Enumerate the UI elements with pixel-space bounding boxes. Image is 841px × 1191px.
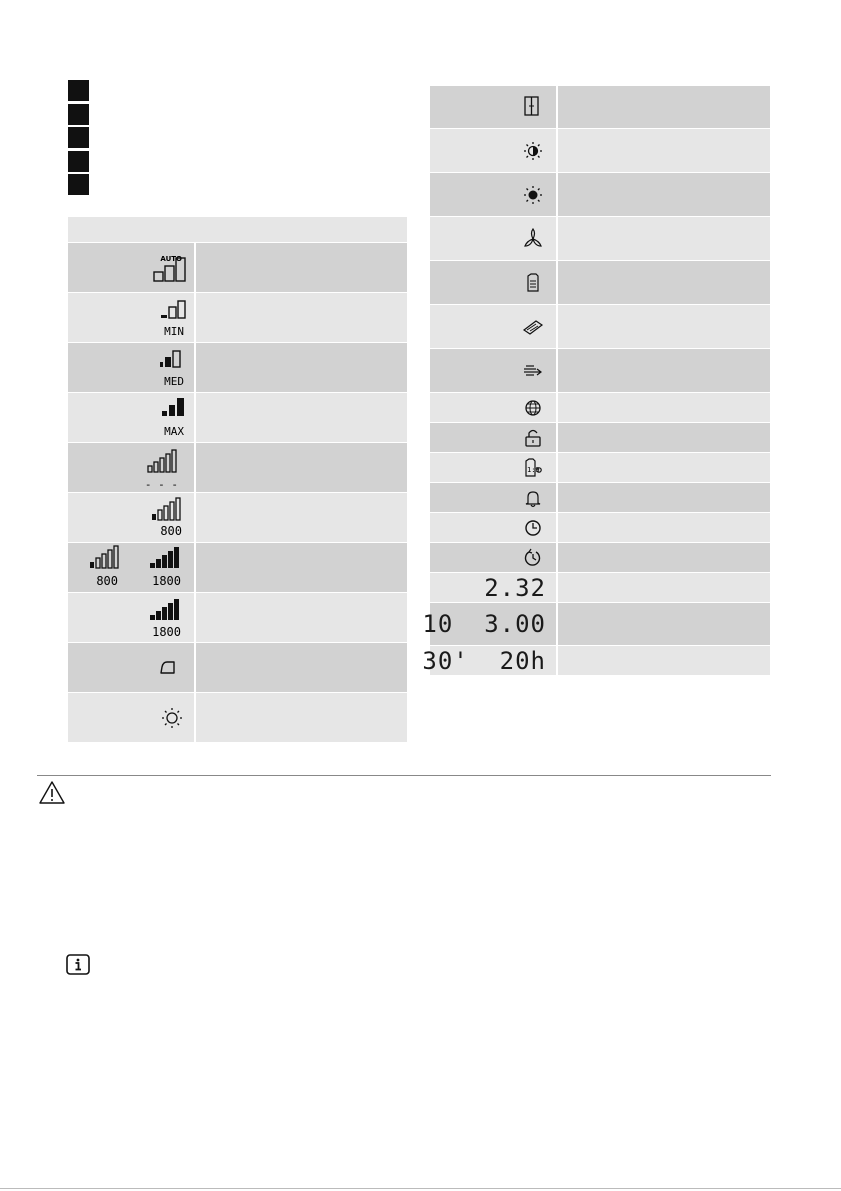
table-header [68,217,407,242]
svg-text:MAX: MAX [164,425,184,438]
symbol-cell [430,261,554,304]
symbol-cell [430,217,554,260]
table-row [422,645,770,675]
symbol-cell [422,603,554,645]
table-row [430,128,770,172]
symbol-cell [68,493,191,542]
page-edge [0,1188,841,1189]
description-cell [556,513,770,542]
table-row [68,642,407,692]
description-cell [556,261,770,304]
key-square [68,151,89,172]
wardrobe-icon [430,86,554,128]
svg-text:MIN: MIN [164,325,184,338]
fan-icon [430,217,554,260]
description-cell [194,393,407,442]
table-row [430,392,770,422]
table-row [68,692,407,742]
half-sun-icon [430,129,554,172]
table-row [68,442,407,492]
description-cell [556,305,770,348]
description-cell [194,693,407,742]
info-icon [65,953,91,977]
description-cell [556,543,770,572]
tank-percent-icon [430,453,554,482]
symbol-cell [430,453,554,482]
description-cell [556,646,770,675]
description-cell [556,423,770,452]
symbol-cell [430,513,554,542]
iron-icon [68,643,191,692]
no-spin-icon [68,443,191,492]
filter-icon [430,305,554,348]
key-square [68,127,89,148]
auto-spin-icon [68,243,191,292]
symbol-cell [68,293,191,342]
table-row [68,592,407,642]
table-row [430,482,770,512]
symbol-cell [68,343,191,392]
description-cell [194,493,407,542]
table-row [68,342,407,392]
table-row [430,85,770,128]
table-row [68,392,407,442]
table-row [430,304,770,348]
table-row [430,172,770,216]
description-cell [556,603,770,645]
time-display: 30' 20h [422,646,546,675]
globe-icon [430,393,554,422]
symbol-cell [68,443,191,492]
symbol-cell [430,543,554,572]
symbol-cell [430,305,554,348]
svg-text:1:9: 1:9 [527,466,540,474]
table-row [430,348,770,392]
spin-min-icon [68,293,191,342]
table-row [430,216,770,260]
symbol-cell [68,393,191,442]
description-cell [556,129,770,172]
description-cell [194,243,407,292]
table-row [430,512,770,542]
key-square [68,80,89,101]
spin-max-icon [68,393,191,442]
table-row [68,242,407,292]
svg-text:AUTO: AUTO [160,255,182,263]
sun-filled-icon [430,173,554,216]
description-cell [556,173,770,216]
spin-med-icon [68,343,191,392]
description-cell [556,573,770,602]
description-cell [556,86,770,128]
description-cell [194,343,407,392]
svg-text:800: 800 [96,574,118,588]
table-row [430,572,770,602]
sun-outline-icon [68,693,191,742]
svg-text:800: 800 [160,524,182,538]
symbol-cell [430,129,554,172]
table-row [68,492,407,542]
key-square [68,104,89,125]
symbol-cell [430,173,554,216]
description-cell [194,443,407,492]
symbol-cell [68,243,191,292]
description-cell [194,543,407,592]
symbol-cell [430,423,554,452]
symbol-cell [422,646,554,675]
indicator-symbol-table [422,85,770,675]
symbol-cell [430,483,554,512]
svg-text:1800: 1800 [152,574,181,588]
symbol-cell [430,86,554,128]
time-display: 2.32 [484,573,546,602]
delay-clock-icon [430,543,554,572]
symbol-cell [68,693,191,742]
table-row [422,602,770,645]
description-cell [194,293,407,342]
key-square [68,174,89,195]
pipe-flow-icon [430,349,554,392]
spin-1800-icon [68,593,191,642]
spin-symbol-table [68,217,407,742]
table-row [430,260,770,304]
table-row [68,542,407,592]
description-cell [556,349,770,392]
svg-text:1800: 1800 [152,625,181,639]
spin-range-icon [68,543,191,592]
table-row [430,542,770,572]
symbol-cell [68,593,191,642]
warning-triangle-icon [38,780,66,806]
symbol-cell [68,643,191,692]
symbol-cell [430,349,554,392]
water-container-icon [430,261,554,304]
description-cell [556,217,770,260]
description-cell [556,393,770,422]
spin-800-icon [68,493,191,542]
door-lock-icon [430,423,554,452]
svg-text:- - -: - - - [144,478,178,491]
table-row [430,452,770,482]
description-cell [556,453,770,482]
clock-icon [430,513,554,542]
description-cell [556,483,770,512]
section-divider [37,775,771,776]
description-cell [194,593,407,642]
bell-icon [430,483,554,512]
table-row [68,292,407,342]
description-cell [194,643,407,692]
symbol-cell [68,543,191,592]
svg-text:MED: MED [164,375,184,388]
time-display: 10 3.00 [422,610,546,638]
symbol-cell [430,393,554,422]
table-row [430,422,770,452]
symbol-cell [430,573,554,602]
